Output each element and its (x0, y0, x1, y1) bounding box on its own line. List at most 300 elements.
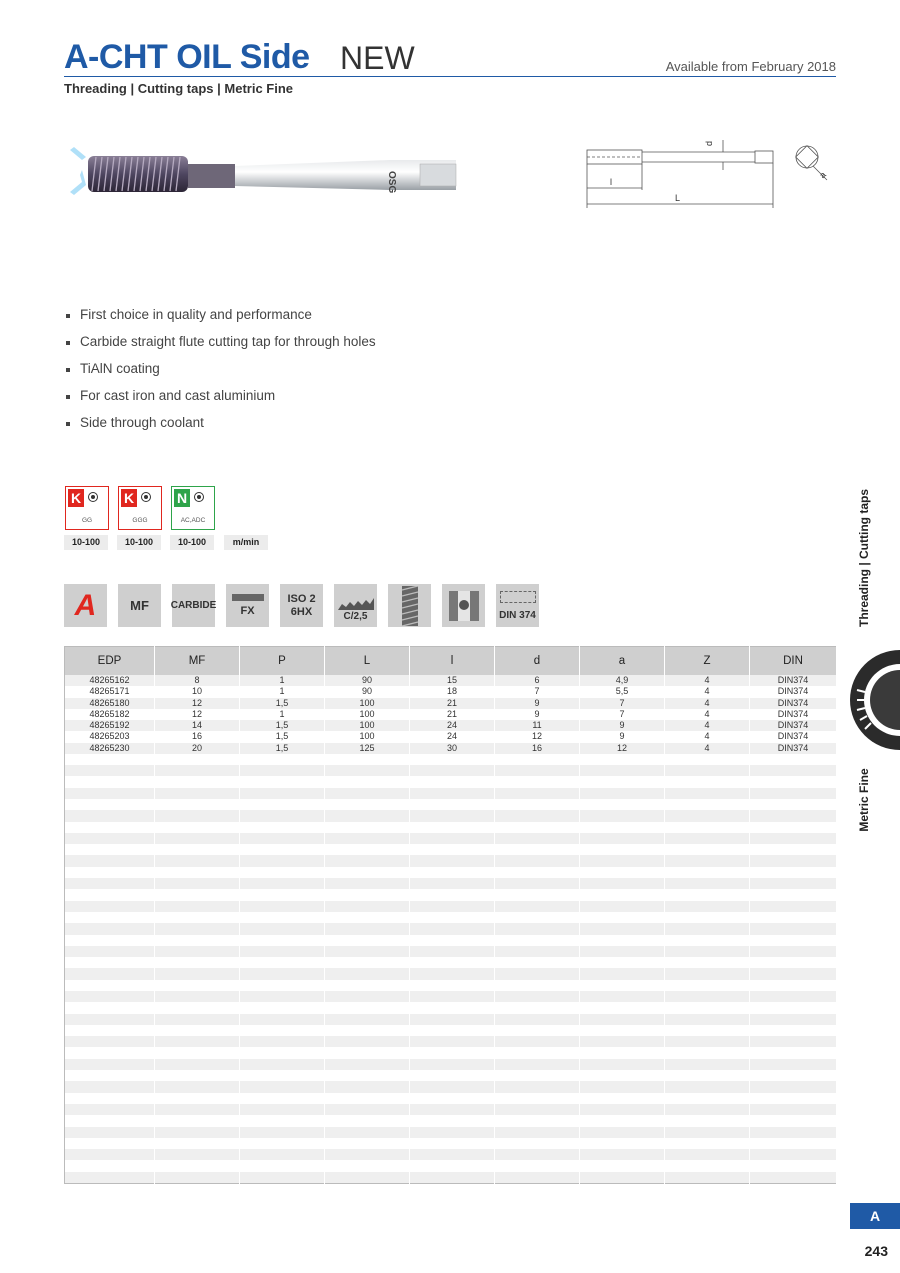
a-brand-icon: A (64, 584, 107, 627)
empty-cell (750, 867, 837, 878)
table-cell: 4 (665, 731, 750, 742)
table-cell: 1,5 (240, 731, 325, 742)
empty-cell (410, 1070, 495, 1081)
empty-cell (325, 776, 410, 787)
empty-cell (155, 1047, 240, 1058)
empty-cell (155, 1059, 240, 1070)
empty-cell (240, 810, 325, 821)
empty-cell (325, 1036, 410, 1047)
table-cell: DIN374 (750, 698, 837, 709)
empty-table-row (65, 889, 837, 900)
empty-cell (410, 822, 495, 833)
empty-cell (240, 957, 325, 968)
empty-cell (155, 765, 240, 776)
empty-cell (665, 1172, 750, 1184)
empty-cell (580, 1047, 665, 1058)
col-header-a: a (580, 647, 665, 676)
empty-table-row (65, 1160, 837, 1171)
empty-cell (410, 855, 495, 866)
empty-cell (65, 878, 155, 889)
empty-cell (65, 980, 155, 991)
empty-cell (750, 1025, 837, 1036)
table-cell: DIN374 (750, 731, 837, 742)
table-cell: 21 (410, 698, 495, 709)
empty-cell (325, 810, 410, 821)
empty-cell (240, 754, 325, 765)
material-letter: N (174, 489, 190, 507)
table-cell: 9 (580, 731, 665, 742)
empty-cell (325, 991, 410, 1002)
table-row (65, 698, 837, 709)
table-cell: 1 (240, 709, 325, 720)
title-divider (64, 76, 836, 77)
empty-cell (240, 1160, 325, 1171)
table-cell: 6 (495, 675, 580, 686)
empty-cell (65, 844, 155, 855)
table-cell: 4 (665, 698, 750, 709)
empty-cell (495, 1081, 580, 1092)
empty-cell (495, 946, 580, 957)
empty-cell (65, 1070, 155, 1081)
recommended-dot-icon (88, 492, 98, 502)
empty-cell (65, 991, 155, 1002)
empty-table-row (65, 1036, 837, 1047)
empty-cell (750, 754, 837, 765)
empty-cell (155, 788, 240, 799)
empty-cell (495, 1115, 580, 1126)
empty-cell (240, 1025, 325, 1036)
empty-cell (580, 935, 665, 946)
empty-cell (155, 1149, 240, 1160)
empty-cell (580, 867, 665, 878)
empty-cell (240, 1093, 325, 1104)
feature-item: Side through coolant (66, 415, 376, 442)
empty-table-row (65, 1127, 837, 1138)
empty-cell (325, 867, 410, 878)
empty-cell (155, 1104, 240, 1115)
empty-cell (325, 1127, 410, 1138)
table-cell: 48265192 (65, 720, 155, 731)
material-k-gg (65, 486, 109, 530)
empty-cell (155, 1070, 240, 1081)
empty-cell (665, 1025, 750, 1036)
empty-cell (325, 799, 410, 810)
empty-cell (240, 923, 325, 934)
product-table (64, 646, 837, 1184)
table-cell: 5,5 (580, 686, 665, 697)
empty-cell (580, 1104, 665, 1115)
empty-cell (750, 878, 837, 889)
empty-cell (495, 991, 580, 1002)
empty-cell (580, 765, 665, 776)
table-cell: 100 (325, 698, 410, 709)
empty-cell (665, 901, 750, 912)
empty-cell (240, 1138, 325, 1149)
empty-cell (665, 1149, 750, 1160)
empty-cell (665, 1104, 750, 1115)
table-cell: 4 (665, 675, 750, 686)
empty-cell (665, 855, 750, 866)
empty-cell (750, 1059, 837, 1070)
empty-cell (325, 1014, 410, 1025)
empty-cell (665, 799, 750, 810)
empty-cell (155, 901, 240, 912)
empty-cell (410, 1081, 495, 1092)
empty-cell (750, 788, 837, 799)
empty-cell (580, 1002, 665, 1013)
empty-cell (665, 1002, 750, 1013)
empty-cell (155, 822, 240, 833)
empty-cell (750, 822, 837, 833)
empty-cell (65, 867, 155, 878)
empty-cell (65, 923, 155, 934)
empty-cell (665, 935, 750, 946)
empty-cell (410, 991, 495, 1002)
table-cell: 48265162 (65, 675, 155, 686)
empty-cell (750, 957, 837, 968)
empty-cell (410, 1138, 495, 1149)
empty-cell (325, 1070, 410, 1081)
empty-cell (495, 957, 580, 968)
empty-cell (325, 1059, 410, 1070)
empty-table-row (65, 833, 837, 844)
empty-cell (240, 889, 325, 900)
empty-cell (495, 968, 580, 979)
table-cell: 1,5 (240, 743, 325, 754)
empty-table-row (65, 1115, 837, 1126)
empty-cell (495, 867, 580, 878)
empty-table-row (65, 1149, 837, 1160)
empty-cell (325, 855, 410, 866)
empty-table-row (65, 810, 837, 821)
empty-table-row (65, 991, 837, 1002)
empty-cell (155, 878, 240, 889)
empty-cell (495, 1070, 580, 1081)
straight-flute-icon (388, 584, 431, 627)
empty-cell (580, 1025, 665, 1036)
empty-cell (495, 822, 580, 833)
recommended-dot-icon (141, 492, 151, 502)
empty-cell (410, 788, 495, 799)
feature-item: For cast iron and cast aluminium (66, 388, 376, 415)
empty-cell (665, 1059, 750, 1070)
empty-cell (750, 1115, 837, 1126)
empty-cell (410, 1104, 495, 1115)
empty-cell (580, 991, 665, 1002)
empty-cell (495, 754, 580, 765)
empty-cell (580, 980, 665, 991)
empty-cell (155, 1127, 240, 1138)
empty-cell (410, 1093, 495, 1104)
empty-cell (495, 1025, 580, 1036)
empty-cell (65, 1014, 155, 1025)
empty-cell (495, 935, 580, 946)
table-cell: 24 (410, 720, 495, 731)
table-cell: 1,5 (240, 720, 325, 731)
empty-cell (580, 1160, 665, 1171)
empty-cell (240, 1047, 325, 1058)
empty-cell (665, 1127, 750, 1138)
empty-cell (325, 889, 410, 900)
empty-cell (155, 1138, 240, 1149)
empty-cell (665, 889, 750, 900)
recommended-dot-icon (194, 492, 204, 502)
empty-cell (325, 1115, 410, 1126)
empty-cell (155, 833, 240, 844)
empty-cell (495, 889, 580, 900)
material-letter: K (68, 489, 84, 507)
empty-cell (410, 844, 495, 855)
empty-cell (325, 833, 410, 844)
empty-cell (240, 912, 325, 923)
empty-cell (580, 1093, 665, 1104)
empty-cell (665, 1138, 750, 1149)
empty-cell (65, 788, 155, 799)
empty-cell (665, 878, 750, 889)
table-cell: 1 (240, 675, 325, 686)
empty-cell (410, 833, 495, 844)
empty-cell (65, 810, 155, 821)
empty-cell (65, 776, 155, 787)
table-cell: 125 (325, 743, 410, 754)
empty-cell (750, 1172, 837, 1184)
empty-cell (410, 1115, 495, 1126)
empty-cell (325, 912, 410, 923)
empty-cell (580, 923, 665, 934)
empty-cell (155, 1025, 240, 1036)
empty-cell (240, 833, 325, 844)
empty-cell (495, 788, 580, 799)
empty-cell (580, 878, 665, 889)
empty-cell (155, 889, 240, 900)
table-cell: 16 (495, 743, 580, 754)
empty-cell (65, 1002, 155, 1013)
empty-cell (495, 1104, 580, 1115)
feature-item: Carbide straight flute cutting tap for through holes (66, 334, 376, 361)
table-cell: 100 (325, 720, 410, 731)
table-cell: DIN374 (750, 743, 837, 754)
tolerance-icon: ISO 2 6HX (280, 584, 323, 627)
table-cell: 7 (495, 686, 580, 697)
table-cell: 12 (155, 709, 240, 720)
empty-cell (155, 810, 240, 821)
empty-cell (495, 1036, 580, 1047)
table-cell: 1 (240, 686, 325, 697)
empty-cell (750, 1138, 837, 1149)
empty-cell (65, 1047, 155, 1058)
empty-cell (495, 810, 580, 821)
table-cell: 30 (410, 743, 495, 754)
table-cell: 4 (665, 720, 750, 731)
cutting-speed: 10-100 (64, 535, 108, 550)
empty-cell (65, 855, 155, 866)
table-cell: 7 (580, 709, 665, 720)
empty-cell (580, 946, 665, 957)
empty-cell (155, 991, 240, 1002)
dim-a: a (817, 169, 828, 181)
empty-cell (580, 855, 665, 866)
empty-cell (665, 776, 750, 787)
table-row (65, 731, 837, 742)
empty-cell (410, 765, 495, 776)
empty-cell (410, 799, 495, 810)
empty-cell (410, 776, 495, 787)
empty-cell (65, 968, 155, 979)
empty-table-row (65, 867, 837, 878)
through-hole-icon (442, 584, 485, 627)
empty-cell (580, 1036, 665, 1047)
table-cell: 100 (325, 731, 410, 742)
empty-table-row (65, 901, 837, 912)
tap-tool-image (60, 130, 480, 220)
empty-table-row (65, 1002, 837, 1013)
empty-cell (410, 1014, 495, 1025)
empty-table-row (65, 1014, 837, 1025)
table-cell: 9 (495, 698, 580, 709)
empty-cell (495, 1172, 580, 1184)
empty-cell (495, 912, 580, 923)
side-subcategory-label: Metric Fine (857, 768, 871, 832)
table-cell: 4 (665, 743, 750, 754)
empty-cell (410, 901, 495, 912)
empty-cell (240, 867, 325, 878)
empty-table-row (65, 957, 837, 968)
empty-cell (155, 1160, 240, 1171)
empty-cell (155, 867, 240, 878)
empty-cell (325, 1025, 410, 1036)
empty-cell (155, 1115, 240, 1126)
empty-cell (580, 788, 665, 799)
empty-cell (410, 1172, 495, 1184)
empty-cell (580, 968, 665, 979)
col-header-z: Z (665, 647, 750, 676)
din-standard-icon: DIN 374 (496, 584, 539, 627)
empty-cell (240, 991, 325, 1002)
empty-cell (750, 1002, 837, 1013)
empty-table-row (65, 1081, 837, 1092)
empty-cell (410, 935, 495, 946)
empty-cell (665, 1160, 750, 1171)
empty-cell (155, 855, 240, 866)
empty-cell (65, 799, 155, 810)
empty-cell (580, 776, 665, 787)
empty-cell (495, 878, 580, 889)
empty-cell (325, 1093, 410, 1104)
table-cell: 100 (325, 709, 410, 720)
table-cell: DIN374 (750, 686, 837, 697)
table-row (65, 743, 837, 754)
empty-cell (665, 1081, 750, 1092)
empty-cell (410, 1025, 495, 1036)
empty-table-row (65, 754, 837, 765)
empty-table-row (65, 822, 837, 833)
material-sub: AC,ADC (180, 517, 206, 524)
empty-cell (155, 980, 240, 991)
empty-table-row (65, 1025, 837, 1036)
empty-cell (665, 912, 750, 923)
empty-table-row (65, 855, 837, 866)
empty-cell (240, 1149, 325, 1160)
table-cell: 7 (580, 698, 665, 709)
table-cell: DIN374 (750, 709, 837, 720)
empty-cell (240, 901, 325, 912)
table-cell: 9 (495, 709, 580, 720)
empty-cell (495, 1160, 580, 1171)
empty-cell (410, 889, 495, 900)
empty-cell (750, 1070, 837, 1081)
empty-cell (665, 1115, 750, 1126)
empty-cell (155, 935, 240, 946)
empty-table-row (65, 1059, 837, 1070)
empty-cell (240, 1014, 325, 1025)
empty-cell (410, 1002, 495, 1013)
empty-cell (410, 957, 495, 968)
carbide-icon: CARBIDE (172, 584, 215, 627)
empty-cell (580, 822, 665, 833)
empty-table-row (65, 912, 837, 923)
empty-table-row (65, 1047, 837, 1058)
empty-cell (495, 1093, 580, 1104)
table-cell: 21 (410, 709, 495, 720)
empty-cell (155, 754, 240, 765)
empty-cell (155, 1093, 240, 1104)
empty-cell (495, 855, 580, 866)
table-cell: 11 (495, 720, 580, 731)
empty-cell (750, 844, 837, 855)
empty-cell (580, 1081, 665, 1092)
table-cell: 90 (325, 675, 410, 686)
empty-cell (240, 1070, 325, 1081)
empty-cell (65, 754, 155, 765)
empty-cell (410, 912, 495, 923)
empty-cell (750, 833, 837, 844)
table-cell: 24 (410, 731, 495, 742)
empty-table-row (65, 980, 837, 991)
empty-cell (65, 912, 155, 923)
table-cell: 48265180 (65, 698, 155, 709)
empty-cell (750, 1149, 837, 1160)
empty-cell (750, 1104, 837, 1115)
empty-cell (750, 1047, 837, 1058)
empty-table-row (65, 1070, 837, 1081)
empty-cell (155, 1172, 240, 1184)
empty-cell (410, 946, 495, 957)
empty-cell (750, 991, 837, 1002)
empty-cell (410, 1149, 495, 1160)
empty-cell (325, 957, 410, 968)
table-cell: 12 (155, 698, 240, 709)
empty-table-row (65, 776, 837, 787)
empty-cell (325, 946, 410, 957)
empty-cell (155, 799, 240, 810)
empty-cell (155, 776, 240, 787)
empty-cell (240, 1172, 325, 1184)
empty-cell (665, 765, 750, 776)
empty-cell (665, 980, 750, 991)
table-cell: 48265203 (65, 731, 155, 742)
empty-cell (65, 946, 155, 957)
col-header-din: DIN (750, 647, 837, 676)
empty-cell (240, 788, 325, 799)
material-sub: GG (81, 517, 93, 524)
table-cell: 12 (495, 731, 580, 742)
table-cell: 48265182 (65, 709, 155, 720)
empty-cell (750, 912, 837, 923)
table-row (65, 675, 837, 686)
empty-cell (665, 822, 750, 833)
empty-cell (665, 991, 750, 1002)
col-header-edp: EDP (65, 647, 155, 676)
